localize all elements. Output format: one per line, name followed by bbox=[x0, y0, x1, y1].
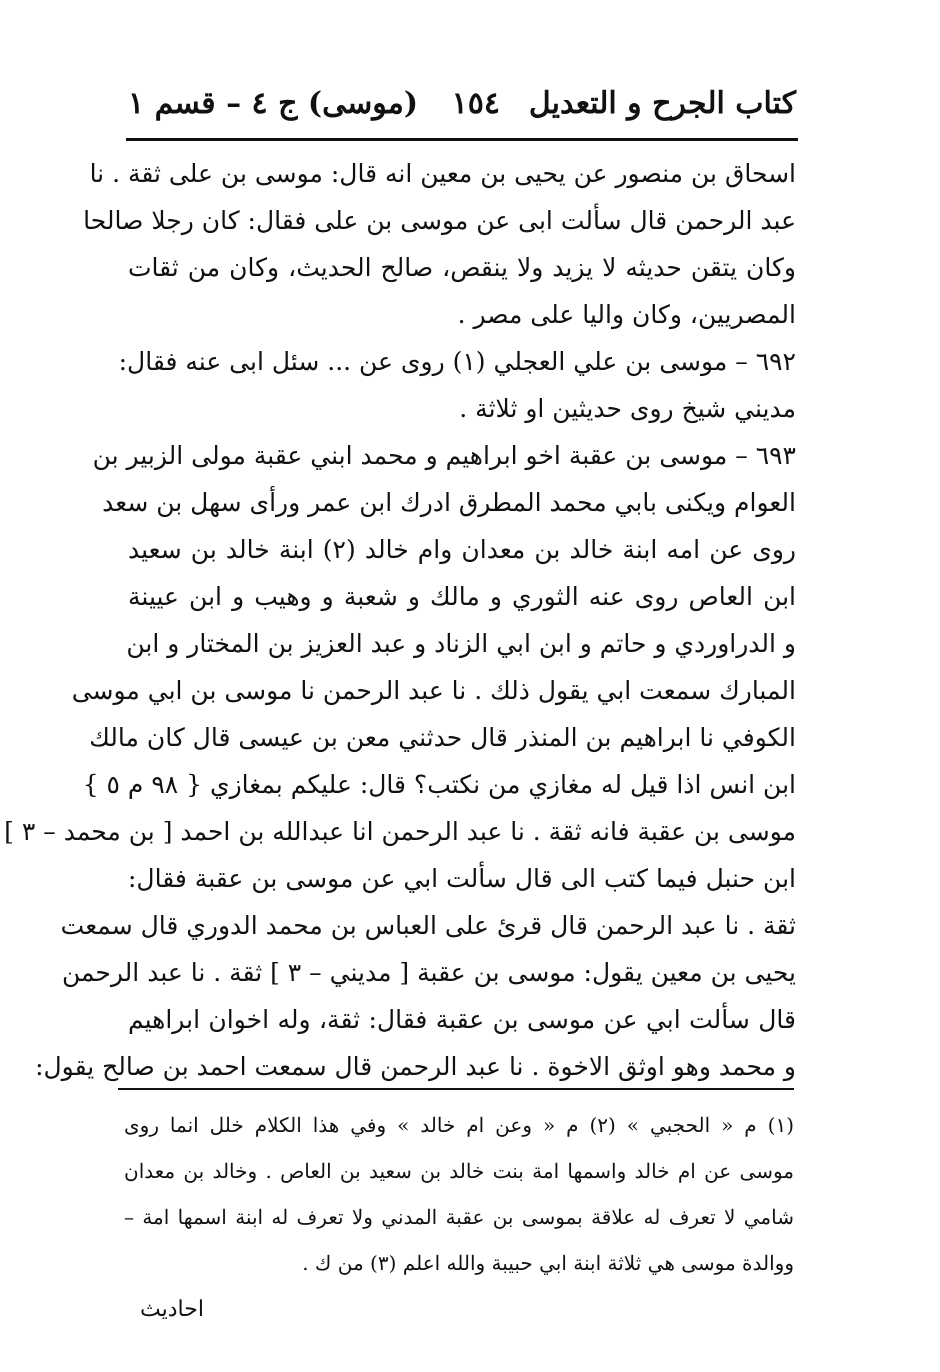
entry-692-start: ٦٩٢ – موسى بن علي العجلي (١) روى عن ... سئل ابى عنه فقال: bbox=[118, 347, 796, 376]
book-title: كتاب الجرح و التعديل bbox=[528, 86, 796, 121]
footnote-rule bbox=[118, 1088, 794, 1090]
text-line: عبد الرحمن قال سألت ابى عن موسى بن على فقال: كان رجلا صالحا bbox=[83, 206, 796, 235]
text-line: و الدراوردي و حاتم و ابن ابي الزناد و عبد العزيز بن المختار و ابن bbox=[126, 629, 796, 658]
page-number: ١٥٤ bbox=[451, 86, 500, 121]
text-line: ابن انس اذا قيل له مغازي من نكتب؟ قال: عليكم بمغازي { ٩٨ م ٥ } bbox=[82, 770, 796, 799]
part-info: (موسى) ج ٤ – قسم ١ bbox=[128, 86, 419, 121]
text-line: الكوفي نا ابراهيم بن المنذر قال حدثني معن بن عيسى قال كان مالك bbox=[89, 723, 796, 752]
text-line: ابن العاص روى عنه الثوري و مالك و شعبة و وهيب و ابن عيينة bbox=[128, 582, 796, 611]
main-text bbox=[4, 150, 797, 1090]
text-line: المصريين، وكان واليا على مصر . bbox=[457, 300, 796, 329]
text-line: قال سألت ابي عن موسى بن عقبة فقال: ثقة، وله اخوان ابراهيم bbox=[128, 1005, 796, 1034]
text-line: ابن حنبل فيما كتب الى قال سألت ابي عن موسى بن عقبة فقال: bbox=[128, 864, 796, 893]
footnote-line: (١) م « الحجبي » (٢) م « وعن ام خالد » وفي هذا الكلام خلل انما روى bbox=[124, 1113, 794, 1137]
running-header bbox=[128, 82, 796, 132]
text-line: العوام ويكنى بابي محمد المطرق ادرك ابن عمر ورأى سهل بن سعد bbox=[102, 488, 796, 517]
catchword: احاديث bbox=[140, 1297, 204, 1322]
text-line: المبارك سمعت ابي يقول ذلك . نا عبد الرحمن نا موسى بن ابي موسى bbox=[71, 676, 796, 705]
footnotes bbox=[124, 1102, 794, 1286]
text-line: و محمد وهو اوثق الاخوة . نا عبد الرحمن قال سمعت احمد بن صالح يقول: bbox=[35, 1052, 796, 1081]
text-line: موسى بن عقبة فانه ثقة . نا عبد الرحمن انا عبدالله بن احمد [ بن محمد – ٣ ] bbox=[4, 817, 796, 846]
text-line: يحيى بن معين يقول: موسى بن عقبة [ مديني – ٣ ] ثقة . نا عبد الرحمن bbox=[61, 958, 796, 987]
footnote-line: ووالدة موسى هي ثلاثة ابنة ابي حبيبة والله اعلم (٣) من ك . bbox=[302, 1251, 794, 1275]
text-line: روى عن امه ابنة خالد بن معدان وام خالد (٢) ابنة خالد بن سعيد bbox=[128, 535, 797, 564]
text-line: اسحاق بن منصور عن يحيى بن معين انه قال: موسى بن على ثقة . نا bbox=[89, 159, 796, 188]
header-rule bbox=[126, 138, 798, 141]
text-line: ثقة . نا عبد الرحمن قال قرئ على العباس بن محمد الدوري قال سمعت bbox=[60, 911, 796, 940]
footnote-line: شامي لا تعرف له علاقة بموسى بن عقبة المدني ولا تعرف له ابنة اسمها امة – bbox=[124, 1205, 794, 1229]
entry-693-start: ٦٩٣ – موسى بن عقبة اخو ابراهيم و محمد ابني عقبة مولى الزبير بن bbox=[92, 441, 796, 470]
text-line: وكان يتقن حديثه لا يزيد ولا ينقص، صالح الحديث، وكان من ثقات bbox=[128, 253, 796, 282]
footnote-line: موسى عن ام خالد واسمها امة بنت خالد بن سعيد بن العاص . وخالد بن معدان bbox=[124, 1159, 794, 1183]
text-line: مديني شيخ روى حديثين او ثلاثة . bbox=[459, 394, 796, 423]
